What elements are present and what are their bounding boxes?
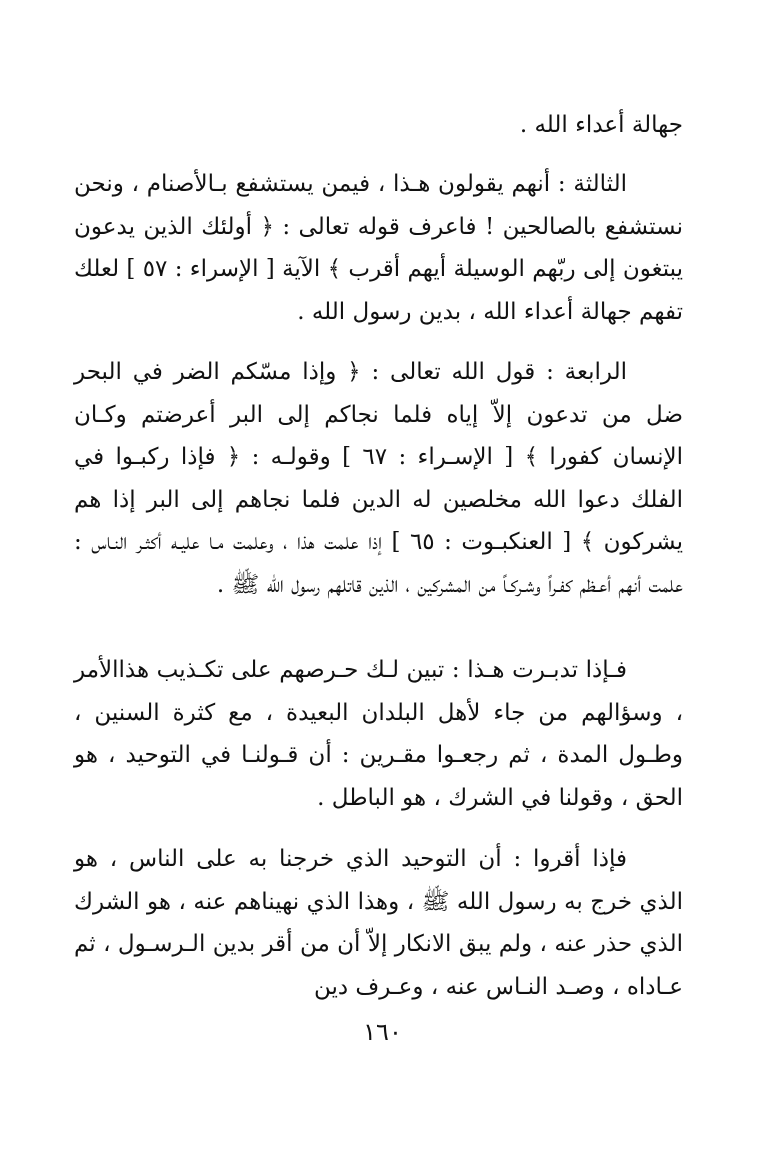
continuation-line: جهالة أعداء الله . <box>519 112 683 138</box>
paragraph-reflection: فـإذا تدبـرت هـذا : تبين لـك حـرصهم على تكـذيب هذاالأمر ، وسؤالهم من جاء لأهل البلدان البعيدة ، مع كثرة السنين ، وطـول المدة ، ثم رجعـوا مقـرين : أن قـولنـا في التوحيد ، هو الحق ، وقولنا في الشرك ، هو الباطل . <box>74 657 683 811</box>
paragraph-admission: فإذا أقروا : أن التوحيد الذي خرجنا به على الناس ، هو الذي خرج به رسول الله ﷺ ، وهذا الذي نهيناهم عنه ، هو الشرك الذي حذر عنه ، ولم يبق الانكار إلاّ أن من أقر بدين الـرسـول ، ثم عـاداه ، وصـد النـاس عنه ، وعـرف دين <box>74 846 683 1000</box>
paragraph-third: الثالثة : أنهم يقولون هـذا ، فيمن يستشفع بـالأصنام ، ونحن نستشفع بالصالحين ! فاعرف قوله تعالى : ﴿ أولئك الذين يدعون يبتغون إلى ربّهم الوسيلة أيهم أقرب ﴾ الآية [ الإسراء : ٥٧ ] لعلك تفهم جهالة أعداء الله ، بدين رسول الله . <box>74 171 683 325</box>
page-number: ١٦٠ <box>363 1018 402 1046</box>
paragraph-fourth: الرابعة : قول الله تعالى : ﴿ وإذا مسّكم الضر في البحر ضل من تدعون إلاّ إياه فلما نجاكم إلى البر أعرضتم وكـان الإنسان كفورا ﴾ [ الإسـراء : ٦٧ ] وقولـه : ﴿ فإذا ركبـوا في الفلك دعوا الله مخلصين له الدين فلما نجاهم إلى البر إذا هم يشركون ﴾ [ العنكبـوت : ٦٥ ] إذا علمت هذا ، وعلمت مـا عليـه أكثـر النـاس : علمت أنهم أعـظم كفـراً وشـركـاً من المشركين ، الذين قاتلهم رسول الله ﷺ . <box>74 359 683 598</box>
